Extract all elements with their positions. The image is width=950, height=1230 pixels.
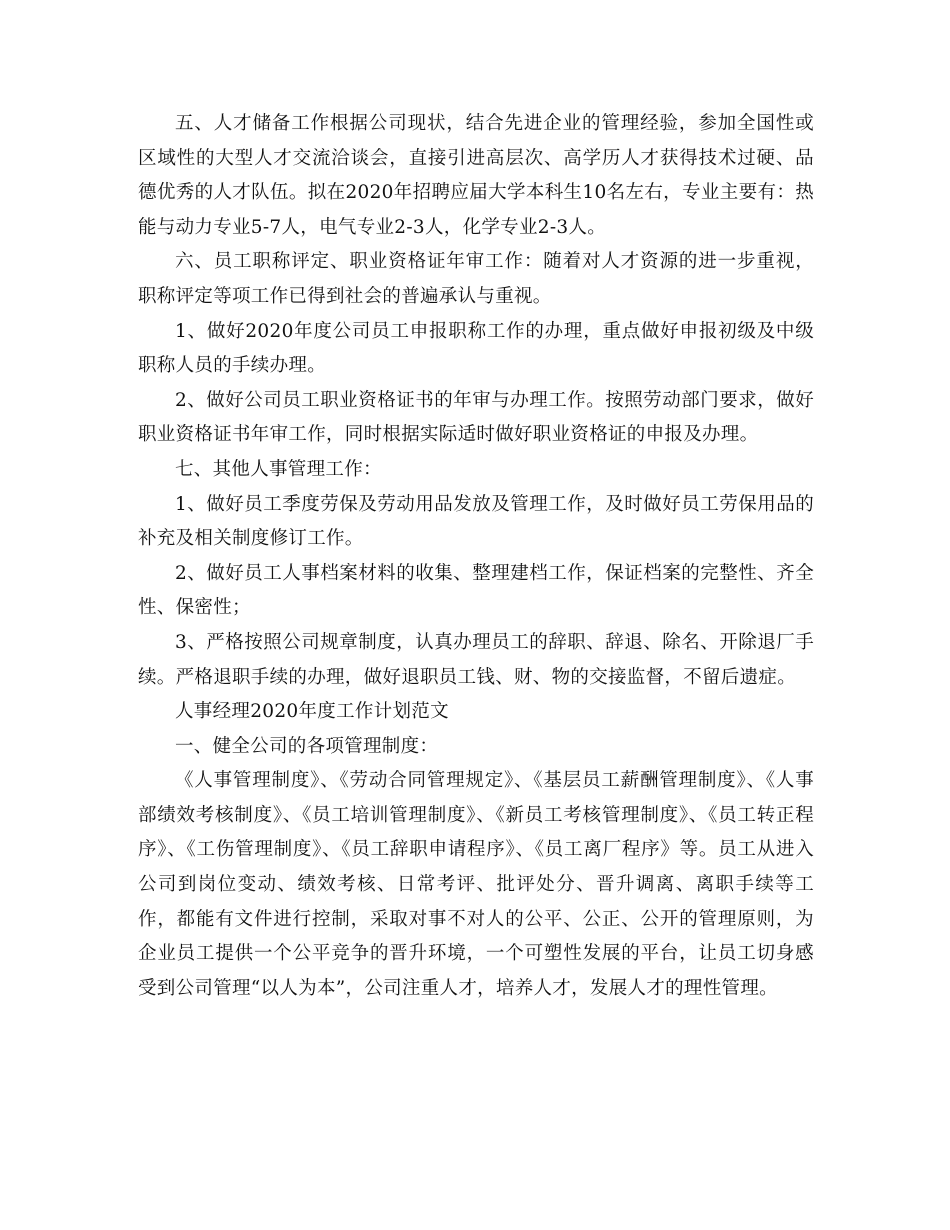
paragraph-title-application: 1、做好2020年度公司员工申报职称工作的办理，重点做好申报初级及中级职称人员的手续办理。: [138, 320, 814, 377]
paragraph-labor-protection: 1、做好员工季度劳保及劳动用品发放及管理工作，及时做好员工劳保用品的补充及相关制度修订工作。: [138, 493, 814, 550]
section-heading: 人事经理2020年度工作计划范文: [175, 701, 449, 723]
paragraph-talent-reserve: 五、人才储备工作根据公司现状，结合先进企业的管理经验，参加全国性或区域性的大型人才交流洽谈会，直接引进高层次、高学历人才获得技术过硬、品德优秀的人才队伍。拟在2020年招聘应届大学本科生10名左右，专业主要有：热能与动力专业5-7人，电气专业2-3人，化学专业2-3人。: [138, 113, 814, 238]
paragraph-management-system: 一、健全公司的各项管理制度：: [175, 735, 439, 757]
paragraph-certificate-review: 2、做好公司员工职业资格证书的年审与办理工作。按照劳动部门要求，做好职业资格证书年审工作，同时根据实际适时做好职业资格证的申报及办理。: [138, 389, 814, 446]
paragraph-other-hr-work: 七、其他人事管理工作：: [175, 458, 382, 480]
paragraph-system-list: 《人事管理制度》、《劳动合同管理规定》、《基层员工薪酬管理制度》、《人事部绩效考核制度》、《员工培训管理制度》、《新员工考核管理制度》、《员工转正程序》、《工伤管理制度》、《员工辞职申请程序》、《员工离厂程序》等。员工从进入公司到岗位变动、绩效考核、日常考评、批评处分、晋升调离、离职手续等工作，都能有文件进行控制，采取对事不对人的公平、公正、公开的管理原则，为企业员工提供一个公平竞争的晋升环境，一个可塑性发展的平台，让员工切身感受到公司管理“以人为本”，公司注重人才，培养人才，发展人才的理性管理。: [138, 770, 814, 999]
paragraph-personnel-archives: 2、做好员工人事档案材料的收集、整理建档工作，保证档案的完整性、齐全性、保密性；: [138, 562, 814, 619]
paragraph-title-evaluation: 六、员工职称评定、职业资格证年审工作：随着对人才资源的进一步重视，职称评定等项工作已得到社会的普遍承认与重视。: [138, 251, 814, 307]
document-body: [138, 107, 814, 1006]
paragraph-resignation-procedures: 3、严格按照公司规章制度，认真办理员工的辞职、辞退、除名、开除退厂手续。严格退职手续的办理，做好退职员工钱、财、物的交接监督，不留后遗症。: [138, 631, 814, 688]
